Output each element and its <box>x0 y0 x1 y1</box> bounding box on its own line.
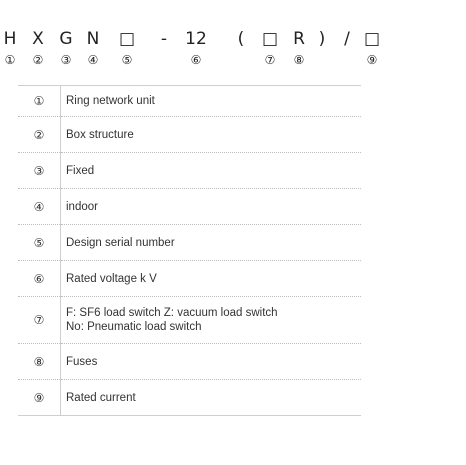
legend-row <box>18 297 361 344</box>
legend-number: ⑤ <box>18 225 61 261</box>
legend-number: ④ <box>18 189 61 225</box>
legend-description-line: No: Pneumatic load switch <box>66 321 202 333</box>
code-char-close-paren: ) <box>318 29 326 49</box>
code-marker-8: ⑧ <box>293 53 305 67</box>
code-char-open-paren: ( <box>237 29 245 49</box>
code-char-voltage: 12 <box>185 29 207 49</box>
legend-row <box>18 225 361 261</box>
code-char-box-switch: □ <box>261 29 279 49</box>
model-code <box>0 0 466 70</box>
code-char-x: X <box>32 29 44 49</box>
legend-description: Rated voltage k V <box>61 261 362 297</box>
legend-row <box>18 153 361 189</box>
legend-number: ② <box>18 117 61 153</box>
legend-number: ① <box>18 86 61 117</box>
legend-description: Rated current <box>61 380 362 416</box>
legend-number: ⑨ <box>18 380 61 416</box>
code-char-slash: / <box>344 29 350 49</box>
code-marker-6: ⑥ <box>190 53 202 67</box>
legend-row <box>18 344 361 380</box>
code-marker-5: ⑤ <box>121 53 133 67</box>
code-marker-7: ⑦ <box>264 53 276 67</box>
code-char-dash: - <box>160 29 168 49</box>
legend-description: Ring network unit <box>61 86 362 117</box>
legend-row <box>18 189 361 225</box>
legend-row <box>18 86 361 117</box>
code-char-h: H <box>3 29 17 49</box>
legend-number: ⑦ <box>18 297 61 344</box>
legend-description: Fuses <box>61 344 362 380</box>
legend-description: Design serial number <box>61 225 362 261</box>
code-marker-9: ⑨ <box>366 53 378 67</box>
legend-description: Box structure <box>61 117 362 153</box>
legend-description: indoor <box>61 189 362 225</box>
code-marker-1: ① <box>4 53 16 67</box>
legend-number: ⑧ <box>18 344 61 380</box>
legend-number: ③ <box>18 153 61 189</box>
code-char-g: G <box>59 29 73 49</box>
legend-row <box>18 261 361 297</box>
legend-description <box>61 297 362 344</box>
legend-row <box>18 117 361 153</box>
code-char-r: R <box>293 29 305 49</box>
legend-description-line: F: SF6 load switch Z: vacuum load switch <box>66 307 278 319</box>
code-marker-2: ② <box>32 53 44 67</box>
code-marker-3: ③ <box>60 53 72 67</box>
legend-table <box>18 85 361 416</box>
code-char-box-current: □ <box>363 29 381 49</box>
legend-row <box>18 380 361 416</box>
code-marker-4: ④ <box>87 53 99 67</box>
code-char-box-design: □ <box>118 29 136 49</box>
legend-number: ⑥ <box>18 261 61 297</box>
code-char-n: N <box>86 29 100 49</box>
legend-description: Fixed <box>61 153 362 189</box>
